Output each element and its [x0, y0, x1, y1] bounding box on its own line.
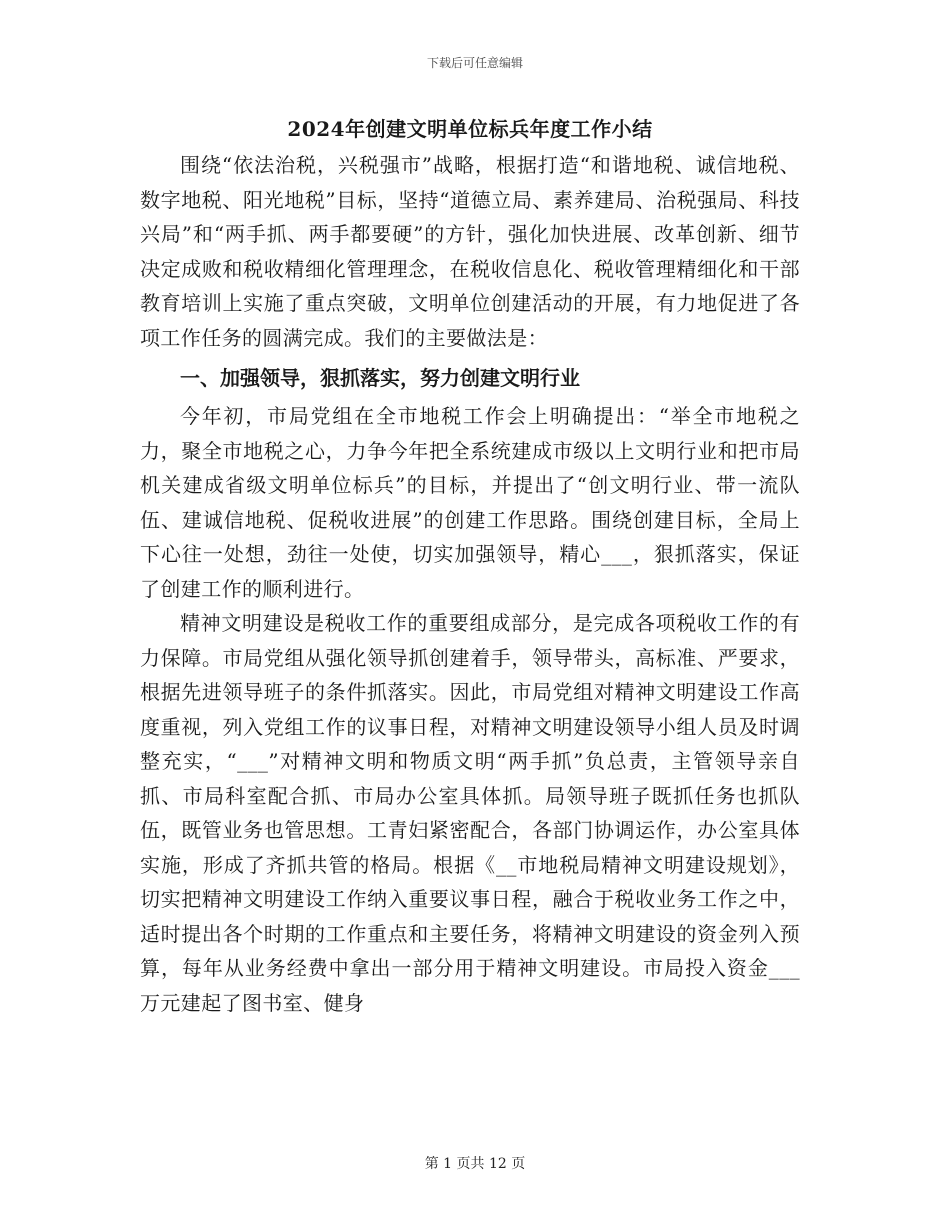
document-body: [140, 112, 800, 1020]
paragraph-spiritual-civilization: 精神文明建设是税收工作的重要组成部分，是完成各项税收工作的有力保障。市局党组从强化领导抓创建着手，领导带头，高标准、严要求，根据先进领导班子的条件抓落实。因此，市局党组对精神文明建设工作高度重视，列入党组工作的议事日程，对精神文明建设领导小组人员及时调整充实，“___”对精神文明和物质文明“两手抓”负总责，主管领导亲自抓、市局科室配合抓、市局办公室具体抓。局领导班子既抓任务也抓队伍，既管业务也管思想。工青妇紧密配合，各部门协调运作，办公室具体实施，形成了齐抓共管的格局。根据《__市地税局精神文明建设规划》，切实把精神文明建设工作纳入重要议事日程，融合于税收业务工作之中，适时提出各个时期的工作重点和主要任务，将精神文明建设的资金列入预算，每年从业务经费中拿出一部分用于精神文明建设。市局投入资金___万元建起了图书室、健身: [140, 611, 800, 1015]
header-note: 下载后可任意编辑: [426, 56, 523, 70]
paragraph-intro: 围绕“依法治税，兴税强市”战略，根据打造“和谐地税、诚信地税、数字地税、阳光地税”目标，坚持“道德立局、素养建局、治税强局、科技兴局”和“两手抓、两手都要硬”的方针，强化加快进展、改革创新、细节决定成败和税收精细化管理理念，在税收信息化、税收管理精细化和干部教育培训上实施了重点突破，文明单位创建活动的开展，有力地促进了各项工作任务的圆满完成。我们的主要做法是：: [140, 153, 800, 350]
document-title: 2024年创建文明单位标兵年度工作小结: [287, 117, 653, 141]
page-number: 第 1 页共 12 页: [424, 1156, 526, 1172]
paragraph-goals: 今年初，市局党组在全市地税工作会上明确提出：“举全市地税之力，聚全市地税之心，力争今年把全系统建成市级以上文明行业和把市局机关建成省级文明单位标兵”的目标，并提出了“创文明行业、带一流队伍、建诚信地税、促税收进展”的创建工作思路。围绕创建目标，全局上下心往一处想，劲往一处使，切实加强领导，精心___，狠抓落实，保证了创建工作的顺利进行。: [140, 404, 800, 601]
section-heading-1: 一、加强领导，狠抓落实，努力创建文明行业: [180, 366, 580, 390]
